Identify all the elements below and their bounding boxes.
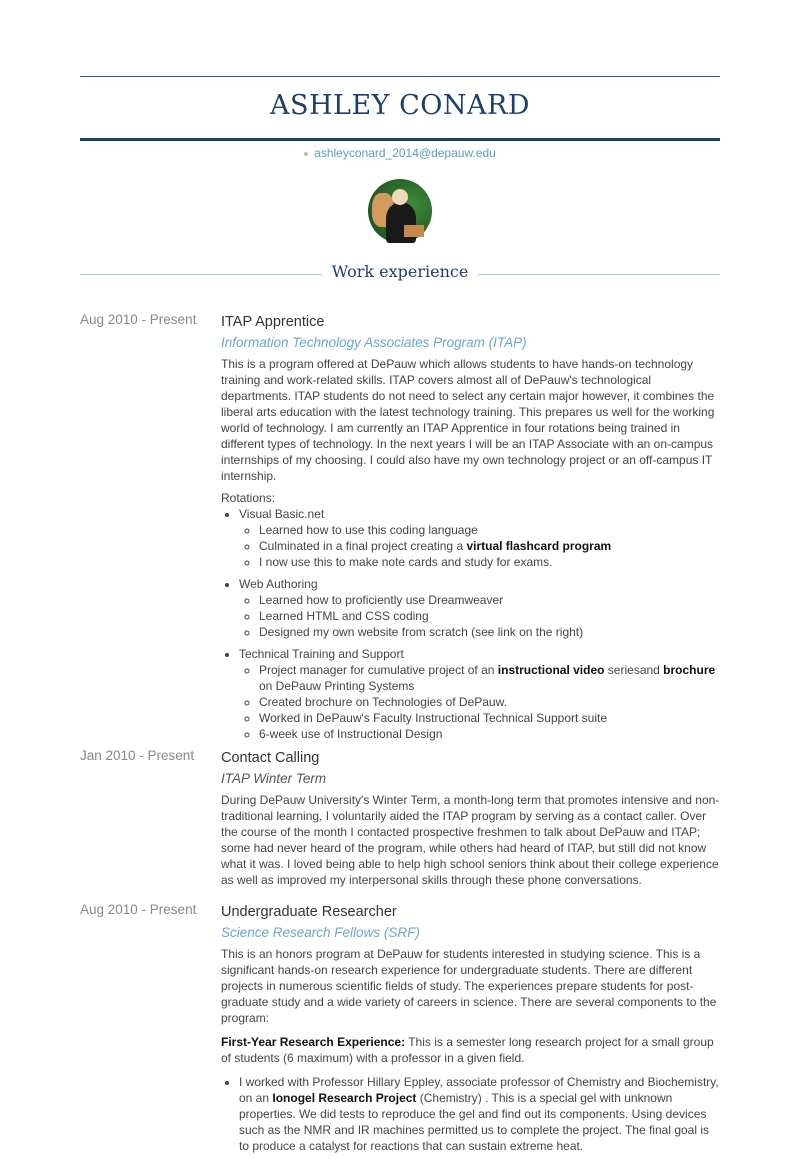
job-date: Jan 2010 - Present — [80, 748, 195, 763]
list-item: ◦ Learned how to use this coding language — [259, 522, 721, 538]
job-title: ITAP Apprentice — [221, 314, 325, 330]
rotations-list — [239, 506, 721, 742]
top-divider — [80, 76, 720, 77]
candidate-name: ASHLEY CONARD — [270, 90, 530, 121]
list-item: ◦ Worked in DePauw's Faculty Instructional Technical Support suite — [259, 710, 721, 726]
sub-list — [259, 592, 721, 640]
contact-line — [80, 146, 720, 160]
rotation-name: Web Authoring — [239, 577, 318, 591]
section-rule-right — [478, 274, 720, 275]
bullet-dot-icon — [304, 152, 308, 156]
list-item: • I worked with Professor Hillary Eppley, associate professor of Chemistry and Biochemistry, on an Ionogel Research Project (Chemistry) . This is a special gel with unknown properties. We did tests to reproduce the gel and find out its components. Using devices such as the NMR and IR machines permitted us to complete the project. The final goal is to produce a catalyst for reactions that can sustain extreme heat. — [239, 1074, 721, 1154]
list-item — [239, 646, 721, 742]
job-content — [221, 312, 721, 748]
list-item: ◦ Created brochure on Technologies of DePauw. — [259, 694, 721, 710]
rotation-name: Visual Basic.net — [239, 507, 325, 521]
list-item — [239, 506, 721, 570]
job-content — [221, 902, 721, 1160]
rotation-name: Technical Training and Support — [239, 647, 404, 661]
section-title: Work experience — [331, 262, 469, 281]
sub-list — [259, 522, 721, 570]
job-content — [221, 748, 721, 888]
job-description: This is a program offered at DePauw which allows students to have hands-on technology training and work-related skills. ITAP covers almost all of DePauw's technological departments. ITAP students do not need to select any certain major however, it combines the liberal arts education with the latest technology training. This prepares us well for the working world of technology. I am currently an ITAP Apprentice in four rotations being trained in different types of technology. In the next years I will be an ITAP Associate with an on-campus internships of my choosing. I could also have my own technology project or an off-campus IT internship. — [221, 357, 715, 483]
list-item: ◦ Culminated in a final project creating a virtual flashcard program — [259, 538, 721, 554]
list-item: ◦ Project manager for cumulative project of an instructional video seriesand brochure on DePauw Printing Systems — [259, 662, 721, 694]
job-title: Contact Calling — [221, 750, 320, 766]
section-header-work-experience — [80, 262, 720, 286]
job-organization: ITAP Winter Term — [221, 771, 327, 786]
list-item: ◦ 6-week use of Instructional Design — [259, 726, 721, 742]
job-date: Aug 2010 - Present — [80, 312, 197, 327]
job-description: During DePauw University's Winter Term, a month-long term that promotes intensive and non-traditional learning, I voluntarily aided the ITAP program by serving as a contact caller. Over the course of the month I contacted prospective freshmen to talk about DePauw and ITAP; some had never heard of the program, while others had heard of ITAP, but still did not know what it was. I loved being able to help high school seniors think about their college experience as well as improved my interpersonal skills through these phone conversations. — [221, 793, 720, 887]
job-date: Aug 2010 - Present — [80, 902, 197, 917]
email-link[interactable]: ashleyconard_2014@depauw.edu — [314, 146, 496, 160]
list-item — [239, 576, 721, 640]
list-item: ◦ Learned HTML and CSS coding — [259, 608, 721, 624]
avatar — [368, 179, 432, 243]
job-description: This is an honors program at DePauw for students interested in studying science. This is a significant hands-on research experience for undergraduate students. There are different projects in numerous scientific fields of study. The experiences prepare students for post-graduate study and a wide variety of careers in science. There are several components to the program: — [221, 947, 717, 1025]
list-item: ◦ Designed my own website from scratch (see link on the right) — [259, 624, 721, 640]
name-underline — [80, 138, 720, 141]
job-organization: Science Research Fellows (SRF) — [221, 925, 420, 940]
job-title: Undergraduate Researcher — [221, 904, 397, 920]
job-organization: Information Technology Associates Program (ITAP) — [221, 335, 527, 350]
research-list — [239, 1074, 721, 1154]
rotations-label: Rotations: — [221, 491, 276, 505]
list-item: ◦ I now use this to make note cards and study for exams. — [259, 554, 721, 570]
fyre-paragraph: First-Year Research Experience: This is a semester long research project for a small group of students (6 maximum) with a professor in a given field. — [221, 1035, 714, 1065]
sub-list — [259, 662, 721, 742]
list-item: ◦ Learned how to proficiently use Dreamweaver — [259, 592, 721, 608]
